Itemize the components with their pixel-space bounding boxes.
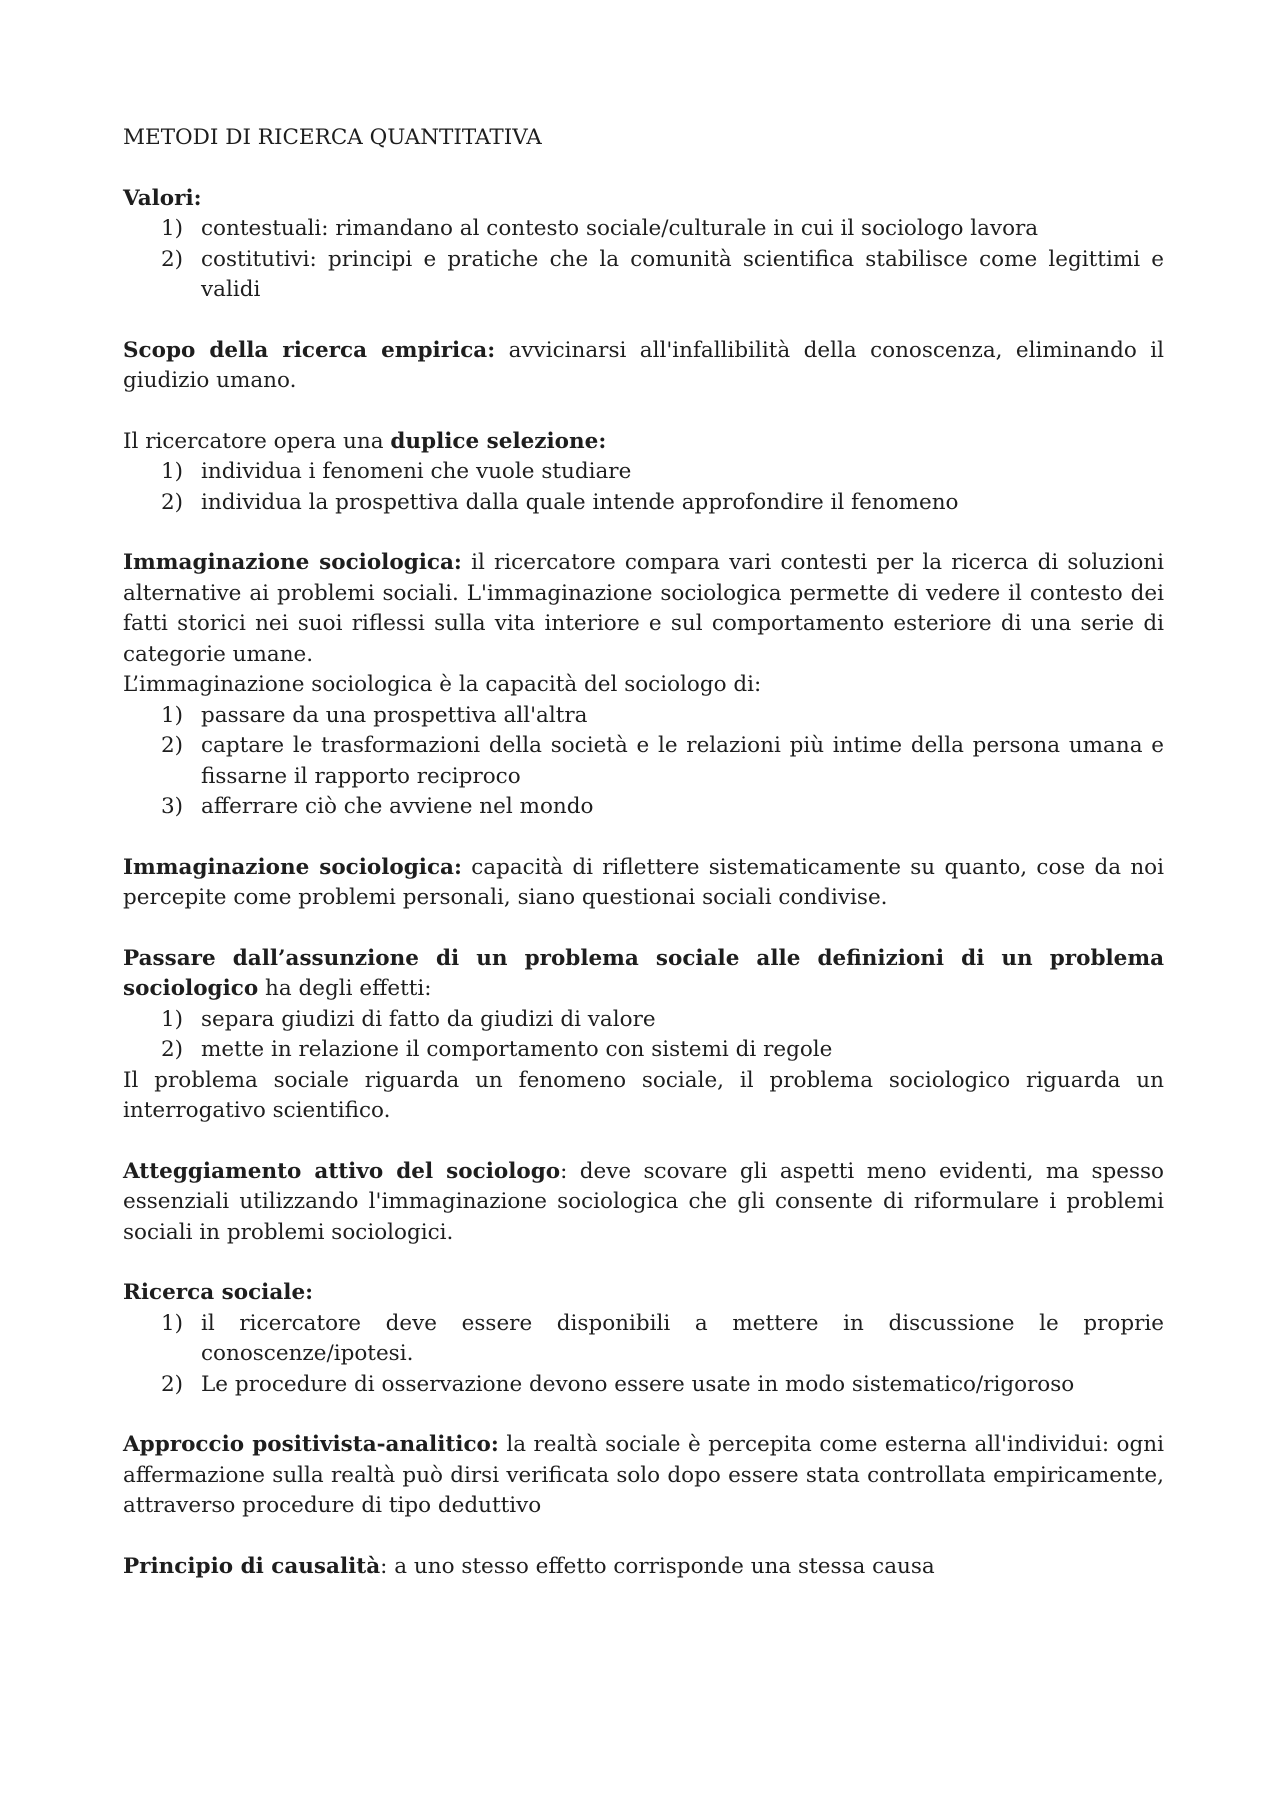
immaginazione-intro: L’immaginazione sociologica è la capacità del sociologo di: [123, 672, 762, 697]
list-item: 2) captare le trasformazioni della società e le relazioni più intime della persona umana e fissarne il rapporto reciproco [161, 733, 1164, 789]
selezione-bold: duplice selezione: [390, 428, 607, 454]
section-immaginazione-2 [123, 853, 1164, 914]
document-title: METODI DI RICERCA QUANTITATIVA [123, 125, 542, 150]
atteggiamento-heading: Atteggiamento attivo del sociologo [123, 1158, 561, 1184]
list-marker: 2) [161, 1371, 184, 1397]
approccio-paragraph: Approccio positivista-analitico: la realtà sociale è percepita come esterna all'individui: ogni affermazione sulla realtà può dirsi verificata solo dopo essere stata controllata empiricamente, attraverso procedure di tipo deduttivo [123, 1432, 1164, 1518]
scopo-paragraph: Scopo della ricerca empirica: avvicinarsi all'infallibilità della conoscenza, eliminando il giudizio umano. [123, 337, 1165, 393]
list-marker: 1) [161, 702, 184, 728]
section-scopo [123, 336, 1164, 397]
immaginazione-2-paragraph: Immaginazione sociologica: capacità di riflettere sistematicamente su quanto, cose da noi percepite come problemi personali, siano questionai sociali condivise. [123, 854, 1164, 910]
list-item: 2) Le procedure di osservazione devono essere usate in modo sistematico/rigoroso [123, 1370, 1164, 1401]
list-marker: 1) [161, 216, 184, 241]
passare-list [123, 1005, 1164, 1066]
list-marker: 3) [161, 794, 184, 819]
section-valori [123, 184, 1164, 306]
list-item: 3) afferrare ciò che avviene nel mondo [123, 792, 1164, 823]
ricerca-heading: Ricerca sociale: [123, 1280, 314, 1305]
immaginazione-paragraph: Immaginazione sociologica: il ricercatore compara vari contesti per la ricerca di soluzioni alternative ai problemi sociali. L'immaginazione sociologica permette di vedere il contesto dei fatti storici nei suoi riflessi sulla vita interiore e sul comportamento esteriore di una serie di categorie umane. [123, 550, 1164, 667]
list-item: 1) separa giudizi di fatto da giudizi di valore [123, 1005, 1164, 1036]
section-principio [123, 1552, 1164, 1583]
section-immaginazione-1 [123, 548, 1164, 823]
list-marker: 1) [161, 1006, 184, 1032]
section-ricerca [123, 1278, 1164, 1400]
section-selezione [123, 427, 1164, 519]
immaginazione-heading: Immaginazione sociologica: [123, 550, 462, 575]
list-item: 1) contestuali: rimandano al contesto sociale/culturale in cui il sociologo lavora [123, 214, 1164, 245]
passare-heading: Passare dall’assunzione di un problema sociale alle definizioni di un problema sociologico [123, 945, 1164, 1001]
list-item: 2) mette in relazione il comportamento con sistemi di regole [123, 1035, 1164, 1066]
scopo-heading: Scopo della ricerca empirica: [123, 337, 496, 363]
selezione-list [123, 457, 1164, 518]
list-marker: 2) [161, 489, 184, 515]
immaginazione-2-heading: Immaginazione sociologica: [123, 854, 462, 880]
valori-heading: Valori: [123, 185, 202, 211]
section-passare [123, 944, 1164, 1127]
list-marker: 1) [161, 459, 184, 484]
approccio-heading: Approccio positivista-analitico: [123, 1432, 499, 1457]
list-marker: 2) [161, 246, 184, 272]
selezione-paragraph: Il ricercatore opera una duplice selezione: [123, 428, 607, 454]
list-marker: 2) [161, 1037, 184, 1062]
list-item: 1) passare da una prospettiva all'altra [123, 701, 1164, 732]
principio-paragraph: Principio di causalità: a uno stesso effetto corrisponde una stessa causa [123, 1553, 935, 1579]
list-item: 1) il ricercatore deve essere disponibili a mettere in discussione le proprie conoscenze/ipotesi. [161, 1310, 1164, 1366]
ricerca-list [123, 1309, 1164, 1401]
immaginazione-list [123, 701, 1164, 823]
section-atteggiamento [123, 1157, 1164, 1249]
list-marker: 1) [161, 1310, 184, 1336]
passare-paragraph: Passare dall’assunzione di un problema sociale alle definizioni di un problema sociologico ha degli effetti: [123, 945, 1164, 1001]
valori-list [123, 214, 1164, 306]
list-marker: 2) [161, 733, 184, 758]
list-item: 1) individua i fenomeni che vuole studiare [123, 457, 1164, 488]
principio-heading: Principio di causalità [123, 1553, 381, 1579]
list-item: 2) costitutivi: principi e pratiche che la comunità scientifica stabilisce come legittimi e validi [161, 246, 1164, 302]
section-approccio [123, 1430, 1164, 1522]
list-item: 2) individua la prospettiva dalla quale intende approfondire il fenomeno [123, 488, 1164, 519]
passare-after: Il problema sociale riguarda un fenomeno sociale, il problema sociologico riguarda un interrogativo scientifico. [123, 1067, 1164, 1123]
atteggiamento-paragraph: Atteggiamento attivo del sociologo: deve scovare gli aspetti meno evidenti, ma spesso essenziali utilizzando l'immaginazione sociologica che gli consente di riformulare i problemi sociali in problemi sociologici. [123, 1158, 1164, 1245]
